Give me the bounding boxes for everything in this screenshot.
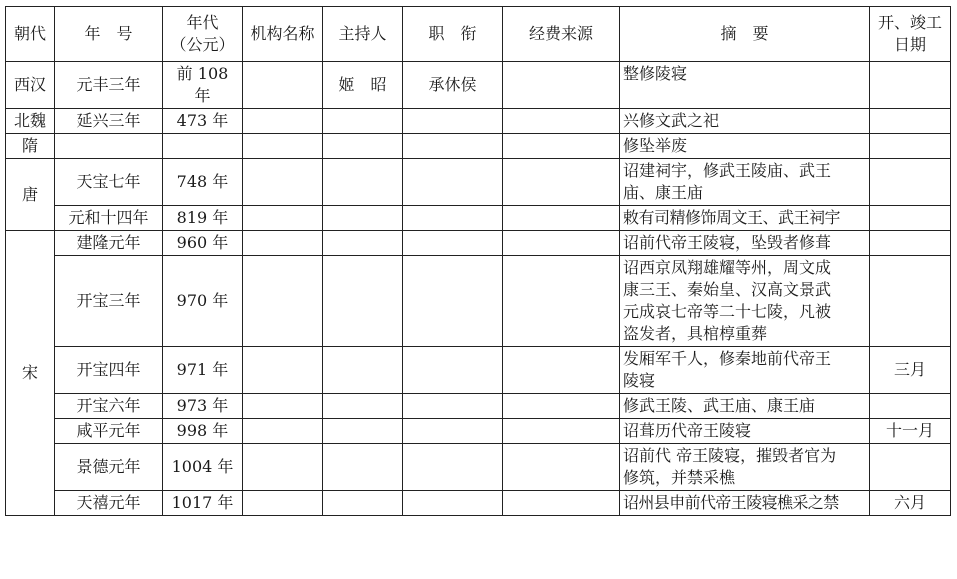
reign-cell: 开宝四年 — [55, 347, 163, 394]
host-cell: 姬 昭 — [323, 62, 403, 109]
year-cell: 1004 年 — [163, 444, 243, 491]
reign-cell: 景德元年 — [55, 444, 163, 491]
org-cell — [243, 491, 323, 516]
reign-cell — [55, 134, 163, 159]
year-cell: 973 年 — [163, 394, 243, 419]
table-row — [6, 444, 951, 491]
reign-cell: 天禧元年 — [55, 491, 163, 516]
funding-cell — [503, 394, 620, 419]
summary-cell: 兴修文武之祀 — [620, 109, 870, 134]
col-header-org: 机构名称 — [243, 7, 323, 62]
summary-line: 诏建祠宇，修武王陵庙、武王 — [623, 161, 832, 180]
summary-line: 发厢军千人，修秦地前代帝王 — [623, 349, 832, 368]
col-header-dates — [870, 7, 951, 62]
summary-line: 元成哀七帝等二十七陵，凡被 — [623, 302, 832, 321]
title-cell — [403, 159, 503, 206]
host-cell — [323, 394, 403, 419]
year-cell — [163, 134, 243, 159]
org-cell — [243, 159, 323, 206]
dynasty-cell: 宋 — [6, 231, 55, 516]
org-cell — [243, 394, 323, 419]
host-cell — [323, 134, 403, 159]
col-header-reign: 年 号 — [55, 7, 163, 62]
table-row — [6, 231, 951, 256]
host-cell — [323, 491, 403, 516]
summary-line: 康三王、秦始皇、汉高文景武 — [623, 280, 832, 299]
host-cell — [323, 159, 403, 206]
org-cell — [243, 444, 323, 491]
summary-cell — [620, 256, 870, 347]
col-header-dynasty: 朝代 — [6, 7, 55, 62]
year-cell: 970 年 — [163, 256, 243, 347]
title-cell — [403, 491, 503, 516]
dates-cell — [870, 394, 951, 419]
table-row — [6, 109, 951, 134]
reign-cell: 开宝六年 — [55, 394, 163, 419]
summary-cell — [620, 159, 870, 206]
dates-cell: 十一月 — [870, 419, 951, 444]
org-cell — [243, 256, 323, 347]
reign-cell: 元和十四年 — [55, 206, 163, 231]
summary-cell — [620, 444, 870, 491]
dynasty-cell: 隋 — [6, 134, 55, 159]
org-cell — [243, 231, 323, 256]
dates-cell — [870, 62, 951, 109]
reign-cell: 天宝七年 — [55, 159, 163, 206]
dates-cell — [870, 444, 951, 491]
org-cell — [243, 62, 323, 109]
table-row — [6, 134, 951, 159]
dynasty-cell: 西汉 — [6, 62, 55, 109]
reign-cell: 咸平元年 — [55, 419, 163, 444]
summary-cell: 敕有司精修饰周文王、武王祠宇 — [620, 206, 870, 231]
reign-cell: 元丰三年 — [55, 62, 163, 109]
summary-cell: 修武王陵、武王庙、康王庙 — [620, 394, 870, 419]
funding-cell — [503, 347, 620, 394]
org-cell — [243, 347, 323, 394]
table-row — [6, 419, 951, 444]
funding-cell — [503, 206, 620, 231]
host-cell — [323, 109, 403, 134]
dates-cell — [870, 256, 951, 347]
reign-cell: 延兴三年 — [55, 109, 163, 134]
title-cell — [403, 206, 503, 231]
org-cell — [243, 134, 323, 159]
title-cell — [403, 109, 503, 134]
title-cell — [403, 444, 503, 491]
host-cell — [323, 206, 403, 231]
org-cell — [243, 109, 323, 134]
host-cell — [323, 419, 403, 444]
summary-cell: 修坠举废 — [620, 134, 870, 159]
col-header-year-line2: （公元） — [170, 35, 235, 54]
year-cell: 819 年 — [163, 206, 243, 231]
funding-cell — [503, 419, 620, 444]
col-header-title: 职 衔 — [403, 7, 503, 62]
title-cell: 承休侯 — [403, 62, 503, 109]
reign-cell: 建隆元年 — [55, 231, 163, 256]
table-row — [6, 206, 951, 231]
summary-cell: 诏前代帝王陵寝，坠毁者修葺 — [620, 231, 870, 256]
funding-cell — [503, 62, 620, 109]
host-cell — [323, 347, 403, 394]
funding-cell — [503, 491, 620, 516]
dynasty-cell: 北魏 — [6, 109, 55, 134]
host-cell — [323, 444, 403, 491]
col-header-dates-line1: 开、竣工 — [877, 13, 942, 32]
year-cell: 前 108 年 — [163, 62, 243, 109]
org-cell — [243, 206, 323, 231]
restoration-records-table — [5, 6, 951, 516]
table-row — [6, 62, 951, 109]
host-cell — [323, 256, 403, 347]
summary-cell: 诏葺历代帝王陵寝 — [620, 419, 870, 444]
funding-cell — [503, 134, 620, 159]
summary-cell: 整修陵寝 — [620, 62, 870, 109]
summary-cell: 诏州县申前代帝王陵寝樵采之禁 — [620, 491, 870, 516]
title-cell — [403, 256, 503, 347]
col-header-funding: 经费来源 — [503, 7, 620, 62]
dates-cell — [870, 134, 951, 159]
table-row — [6, 347, 951, 394]
reign-cell: 开宝三年 — [55, 256, 163, 347]
year-cell: 971 年 — [163, 347, 243, 394]
col-header-host: 主持人 — [323, 7, 403, 62]
summary-line: 诏前代 帝王陵寝，摧毁者官为 — [623, 446, 837, 465]
funding-cell — [503, 231, 620, 256]
title-cell — [403, 347, 503, 394]
funding-cell — [503, 159, 620, 206]
table-row — [6, 394, 951, 419]
title-cell — [403, 419, 503, 444]
col-header-year-line1: 年代 — [186, 13, 219, 32]
col-header-year — [163, 7, 243, 62]
table-row — [6, 256, 951, 347]
summary-line: 修筑，并禁采樵 — [623, 468, 736, 487]
title-cell — [403, 394, 503, 419]
summary-line: 庙、康王庙 — [623, 183, 704, 202]
org-cell — [243, 419, 323, 444]
title-cell — [403, 134, 503, 159]
dates-cell — [870, 231, 951, 256]
header-row — [6, 7, 951, 62]
summary-cell — [620, 347, 870, 394]
dates-cell — [870, 159, 951, 206]
dates-cell: 三月 — [870, 347, 951, 394]
year-cell: 998 年 — [163, 419, 243, 444]
summary-line: 盗发者，具棺椁重葬 — [623, 324, 768, 343]
dates-cell — [870, 206, 951, 231]
host-cell — [323, 231, 403, 256]
table-row — [6, 159, 951, 206]
summary-line: 诏西京凤翔雄耀等州，周文成 — [623, 258, 832, 277]
year-cell: 1017 年 — [163, 491, 243, 516]
dynasty-cell: 唐 — [6, 159, 55, 231]
funding-cell — [503, 109, 620, 134]
table-row — [6, 491, 951, 516]
summary-line: 陵寝 — [623, 371, 656, 390]
year-cell: 960 年 — [163, 231, 243, 256]
dates-cell: 六月 — [870, 491, 951, 516]
col-header-dates-line2: 日期 — [893, 35, 926, 54]
year-cell: 748 年 — [163, 159, 243, 206]
col-header-summary: 摘 要 — [620, 7, 870, 62]
funding-cell — [503, 256, 620, 347]
year-cell: 473 年 — [163, 109, 243, 134]
funding-cell — [503, 444, 620, 491]
dates-cell — [870, 109, 951, 134]
title-cell — [403, 231, 503, 256]
